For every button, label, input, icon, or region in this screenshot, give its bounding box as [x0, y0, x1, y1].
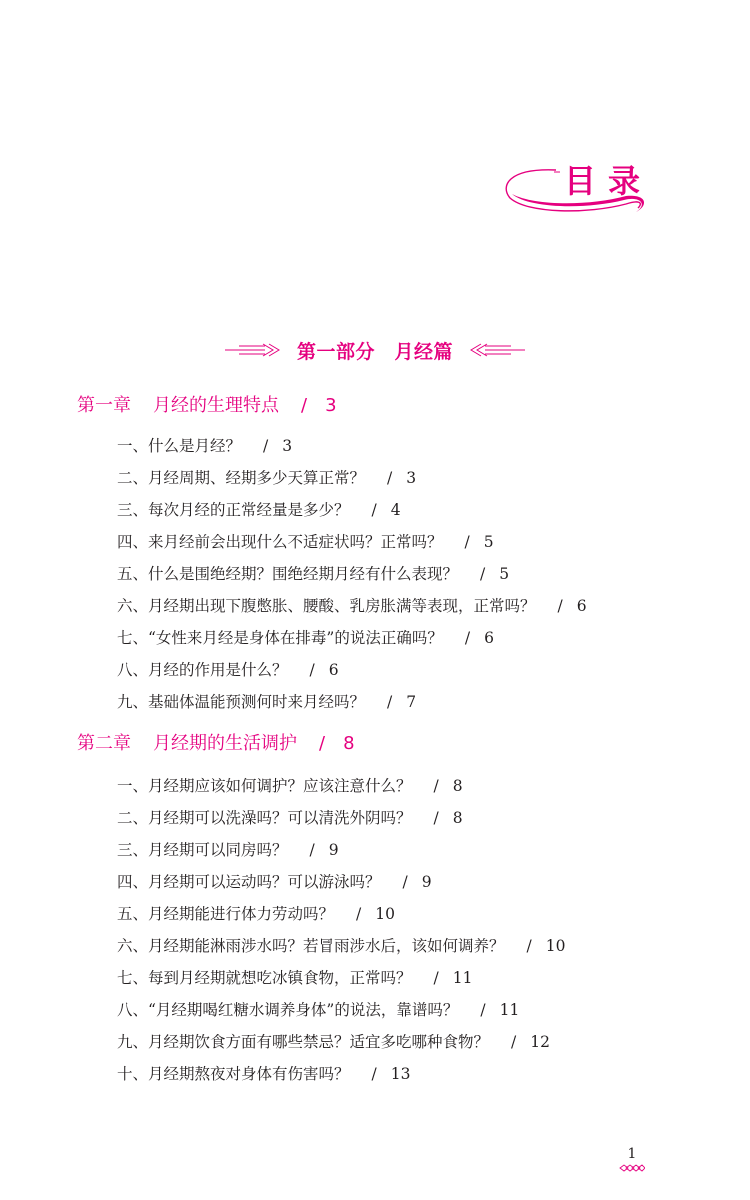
entry-page-number: 3 — [406, 469, 417, 487]
toc-entry[interactable] — [77, 558, 697, 590]
toc-entry[interactable] — [77, 770, 697, 802]
page-separator: / — [511, 1033, 517, 1051]
toc-entry[interactable] — [77, 930, 697, 962]
right-arrow-ornament-icon — [467, 340, 525, 360]
toc-entry[interactable] — [77, 462, 697, 494]
page-separator: / — [301, 395, 308, 416]
entry-page-number: 4 — [390, 501, 401, 519]
page-separator: / — [433, 969, 439, 987]
chapter-2 — [77, 729, 697, 1090]
page-number: 1 — [627, 1146, 637, 1162]
chapter-items — [77, 770, 697, 1090]
folio-ornament-icon — [619, 1164, 645, 1172]
page-separator: / — [387, 693, 393, 711]
entry-page-number: 7 — [406, 693, 417, 711]
entry-text: 七、每到月经期就想吃冰镇食物，正常吗？ — [117, 969, 412, 987]
entry-text: 七、“女性来月经是身体在排毒”的说法正确吗？ — [117, 629, 443, 647]
entry-page-number: 9 — [328, 841, 339, 859]
entry-text: 五、什么是围绝经期？围绝经期月经有什么表现？ — [117, 565, 459, 583]
entry-page-number: 8 — [452, 777, 463, 795]
toc-entry[interactable] — [77, 962, 697, 994]
entry-page-number: 9 — [421, 873, 432, 891]
chapter-name: 月经的生理特点 — [153, 395, 279, 416]
entry-page-number: 11 — [452, 969, 473, 987]
entry-text: 三、每次月经的正常经量是多少？ — [117, 501, 350, 519]
page-separator: / — [433, 777, 439, 795]
chapter-items — [77, 430, 697, 718]
page-separator: / — [387, 469, 393, 487]
page-separator: / — [356, 905, 362, 923]
toc-entry[interactable] — [77, 898, 697, 930]
page-separator: / — [480, 565, 486, 583]
toc-entry[interactable] — [77, 994, 697, 1026]
entry-page-number: 6 — [576, 597, 587, 615]
toc-entry[interactable] — [77, 590, 697, 622]
entry-text: 十、月经期熬夜对身体有伤害吗？ — [117, 1065, 350, 1083]
entry-text: 四、月经期可以运动吗？可以游泳吗？ — [117, 873, 381, 891]
page-separator: / — [263, 437, 269, 455]
toc-entry[interactable] — [77, 1058, 697, 1090]
entry-page-number: 5 — [499, 565, 510, 583]
entry-text: 六、月经期出现下腹憋胀、腰酸、乳房胀满等表现，正常吗？ — [117, 597, 536, 615]
entry-text: 八、月经的作用是什么？ — [117, 661, 288, 679]
entry-text: 五、月经期能进行体力劳动吗？ — [117, 905, 335, 923]
page-separator: / — [557, 597, 563, 615]
chapter-page-number: 3 — [325, 395, 337, 416]
entry-page-number: 8 — [452, 809, 463, 827]
entry-text: 一、什么是月经？ — [117, 437, 242, 455]
toc-entry[interactable] — [77, 1026, 697, 1058]
chapter-label: 第一章 — [77, 395, 131, 416]
toc-entry[interactable] — [77, 526, 697, 558]
entry-page-number: 13 — [390, 1065, 411, 1083]
chapter-1 — [77, 391, 697, 718]
chapter-label: 第二章 — [77, 733, 131, 754]
page-separator: / — [402, 873, 408, 891]
toc-entry[interactable] — [77, 866, 697, 898]
toc-entry[interactable] — [77, 834, 697, 866]
entry-page-number: 12 — [530, 1033, 550, 1051]
page-separator: / — [371, 1065, 377, 1083]
entry-text: 三、月经期可以同房吗？ — [117, 841, 288, 859]
entry-text: 八、“月经期喝红糖水调养身体”的说法，靠谱吗？ — [117, 1001, 459, 1019]
entry-page-number: 3 — [282, 437, 293, 455]
part-heading — [0, 334, 750, 366]
part-title: 第一部分 月经篇 — [296, 340, 453, 363]
entry-text: 九、月经期饮食方面有哪些禁忌？适宜多吃哪种食物？ — [117, 1033, 490, 1051]
entry-text: 四、来月经前会出现什么不适症状吗？正常吗？ — [117, 533, 443, 551]
page-separator: / — [526, 937, 532, 955]
entry-text: 二、月经周期、经期多少天算正常？ — [117, 469, 366, 487]
entry-page-number: 10 — [545, 937, 566, 955]
page-separator: / — [464, 533, 470, 551]
page-separator: / — [480, 1001, 486, 1019]
toc-entry[interactable] — [77, 622, 697, 654]
entry-text: 一、月经期应该如何调护？应该注意什么？ — [117, 777, 412, 795]
page-separator: / — [309, 841, 315, 859]
page-separator: / — [433, 809, 439, 827]
entry-text: 六、月经期能淋雨涉水吗？若冒雨涉水后，该如何调养？ — [117, 937, 505, 955]
entry-page-number: 10 — [375, 905, 395, 923]
toc-entry[interactable] — [77, 430, 697, 462]
entry-page-number: 6 — [484, 629, 494, 647]
toc-title-block — [498, 150, 658, 240]
page-title: 目录 — [564, 162, 653, 200]
toc-entry[interactable] — [77, 802, 697, 834]
left-arrow-ornament-icon — [225, 340, 283, 360]
page-separator: / — [371, 501, 377, 519]
chapter-name: 月经期的生活调护 — [153, 733, 297, 754]
chapter-title[interactable] — [77, 391, 697, 421]
toc-entry[interactable] — [77, 654, 697, 686]
entry-page-number: 5 — [483, 533, 494, 551]
entry-page-number: 11 — [499, 1001, 520, 1019]
toc-entry[interactable] — [77, 494, 697, 526]
page-separator: / — [464, 629, 471, 647]
page-folio — [612, 1146, 652, 1172]
chapter-title[interactable] — [77, 729, 697, 759]
entry-text: 二、月经期可以洗澡吗？可以清洗外阴吗？ — [117, 809, 412, 827]
page-separator: / — [309, 661, 315, 679]
toc-entry[interactable] — [77, 686, 697, 718]
chapter-page-number: 8 — [343, 733, 355, 754]
entry-text: 九、基础体温能预测何时来月经吗？ — [117, 693, 366, 711]
entry-page-number: 6 — [328, 661, 339, 679]
page-separator: / — [319, 733, 326, 754]
